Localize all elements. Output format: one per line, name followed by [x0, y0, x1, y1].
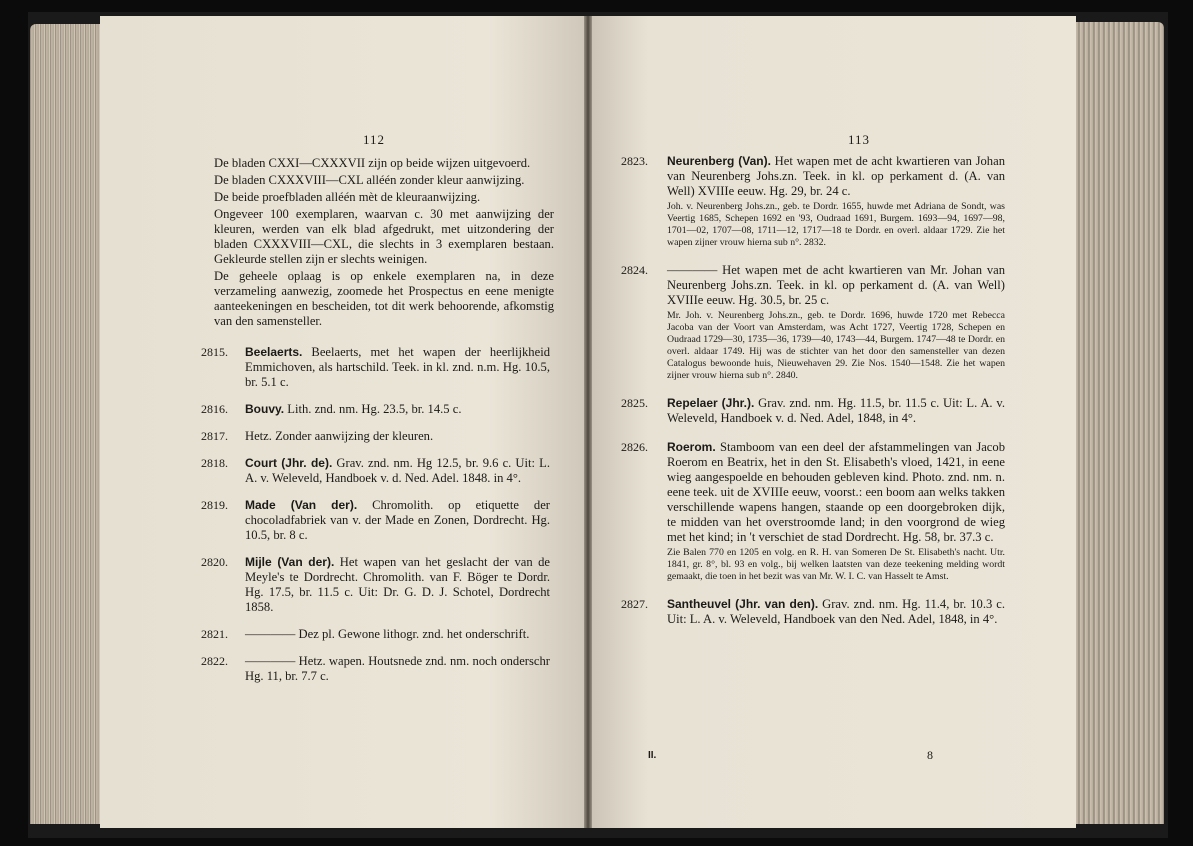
entry-text: Beelaerts, met het wapen der heerlijkheid Emmichoven, als hartschild. Teek. in kl. znd. n.m. Hg. 10.5, br. 5.1 c. [245, 345, 550, 389]
entry-number: 2824. [621, 263, 648, 277]
right-page-text [590, 154, 1020, 627]
sheet-number: 8 [927, 748, 933, 762]
entry-text: Grav. znd. nm. Hg. 11.4, br. 10.3 c. Uit: L. A. v. Weleveld, Handboek van den Ned. Adel, 1848, in 4°. [667, 597, 1005, 626]
entry-name: Bouvy. [245, 402, 285, 416]
entry-name: Roerom. [667, 440, 716, 454]
left-page-text [100, 156, 565, 684]
right-page-number: 113 [848, 132, 871, 147]
entry-number: 2818. [201, 456, 228, 470]
entry-text: ———— Het wapen met de acht kwartieren van Mr. Johan van Neurenberg Johs.zn. Teek. in kl. op perkament d. (A. van Well) XVIIIe eeuw. Hg. 30.5, br. 25 c. [667, 263, 1005, 307]
entry-name: Repelaer (Jhr.). [667, 396, 755, 410]
entry-number: 2823. [621, 154, 648, 168]
intro-paragraph: De geheele oplaag is op enkele exemplaren na, in deze verzameling aanwezig, zoomede het Prospectus en eene menigte aanteekeningen en bescheiden, tot dit werk behoorende, afkomstig van den samensteller. [214, 269, 554, 328]
entry-text: Stamboom van een deel der afstammelingen van Jacob Roerom en Beatrix, het in den St. Elisabeth's vloed, 1421, in eene wieg aangespoelde en behouden gebleven kind. Photo. znd. nm. n. eene teek. uit de XVIIIe eeuw, voorst.: een boom aan welks takken verschillende wapens hangen, staande op een doorgebroken dijk, te midden van het overstroomde land; in den voorgrond de wieg met het kind; in 't verschiet de stad Dordrecht. Hg. 58, br. 37.3 c. [667, 440, 1005, 544]
entry-text: Grav. znd. nm. Hg 12.5, br. 9.6 c. Uit: L. A. v. Weleveld, Handboek v. d. Ned. Adel. 1848. in 4°. [245, 456, 550, 485]
catalog-entry [590, 440, 1020, 583]
catalog-entry [100, 456, 565, 486]
catalog-entry [100, 429, 565, 444]
catalog-entry [100, 345, 565, 390]
entry-number: 2817. [201, 429, 228, 443]
catalog-entry [100, 627, 565, 642]
entry-number: 2815. [201, 345, 228, 359]
entry-name: Neurenberg (Van). [667, 154, 771, 168]
catalog-entry [100, 402, 565, 417]
entry-text: ———— Dez pl. Gewone lithogr. znd. het onderschrift. [245, 627, 530, 641]
entry-text: Lith. znd. nm. Hg. 23.5, br. 14.5 c. [287, 402, 462, 416]
entry-text: Chromolith. op etiquette der chocoladfabriek van v. der Made en Zonen, Dordrecht. Hg. 10.5, br. 8 c. [245, 498, 550, 542]
entry-text: Het wapen met de acht kwartieren van Johan van Neurenberg Johs.zn. Teek. in kl. op perkament d. (A. van Well) XVIIIe eeuw. Hg. 29, br. 24 c. [667, 154, 1005, 198]
catalog-entry [100, 498, 565, 543]
entry-name: Mijle (Van der). [245, 555, 335, 569]
catalog-entry [100, 654, 565, 684]
catalog-entry [100, 555, 565, 615]
intro-paragraph: Ongeveer 100 exemplaren, waarvan c. 30 met aanwijzing der kleuren, werden van elk blad afgedrukt, met uitzondering der bladen CXXXVIII—CXL, die slechts in 3 exemplaren bestaan. Gekleurde stellen zijn er slechts weinigen. [214, 207, 554, 266]
right-page-edges [1072, 22, 1164, 824]
entry-name: Santheuvel (Jhr. van den). [667, 597, 819, 611]
entry-name: Made (Van der). [245, 498, 358, 512]
entry-note: Mr. Joh. v. Neurenberg Johs.zn., geb. te Dordr. 1696, huwde 1720 met Rebecca Jacoba van der Voort van Amsterdam, was Acht 1727, Veertig 1728, Schepen en Oudraad 1729—30, 1735—36, 1739—40, 1743—44, Burgem. 1747—48 te Dordr. en overl. aldaar 1749. Hij was de stichter van het door den samensteller van dezen Catalogus bewoonde huis, Nieuwehaven 29. Zie Nos. 1540—1548. Zie het wapen zijner vrouw hierna sub n°. 2840. [667, 310, 1005, 381]
entry-text: Grav. znd. nm. Hg. 11.5, br. 11.5 c. Uit: L. A. v. Weleveld, Handboek v. d. Ned. Adel, 1848, in 4°. [667, 396, 1005, 425]
signature-mark: II. [648, 750, 657, 761]
intro-paragraph: De beide proefbladen alléén mèt de kleuraanwijzing. [214, 190, 481, 204]
entry-number: 2821. [201, 627, 228, 641]
intro-paragraph: De bladen CXXI—CXXXVII zijn op beide wijzen uitgevoerd. [214, 156, 531, 170]
left-page-edges [30, 24, 102, 824]
left-page-number: 112 [363, 132, 386, 147]
entry-number: 2816. [201, 402, 228, 416]
entry-text: Het wapen van het geslacht der van de Meyle's te Dordrecht. Chromolith. van F. Böger te Dordr. Hg. 17.5, br. 11.5 c. Uit: Dr. G. D. J. Schotel, Dordrecht 1858. [245, 555, 551, 614]
catalog-entry [590, 154, 1020, 249]
catalog-entry [590, 263, 1020, 382]
entry-number: 2825. [621, 396, 648, 410]
catalog-entry [590, 396, 1020, 426]
entry-number: 2826. [621, 440, 648, 454]
intro-paragraphs [214, 156, 554, 329]
catalog-entry [590, 597, 1020, 627]
entry-text: ———— Hetz. wapen. Houtsnede znd. nm. noch onderschr Hg. 11, br. 7.7 c. [245, 654, 550, 683]
entry-number: 2820. [201, 555, 228, 569]
entry-note: Zie Balen 770 en 1205 en volg. en R. H. van Someren De St. Elisabeth's nacht. Utr. 1841, gr. 8°, bl. 93 en volg., bij welken laatsten van deze teekening melding wordt gemaakt, die toen in het bezit was van Mr. W. I. C. van Hasselt te Amst. [667, 547, 1005, 582]
entry-text: Hetz. Zonder aanwijzing der kleuren. [245, 429, 434, 443]
entry-number: 2827. [621, 597, 648, 611]
entry-name: Court (Jhr. de). [245, 456, 333, 470]
entry-name: Beelaerts. [245, 345, 303, 359]
intro-paragraph: De bladen CXXXVIII—CXL alléén zonder kleur aanwijzing. [214, 173, 525, 187]
entry-note: Joh. v. Neurenberg Johs.zn., geb. te Dordr. 1655, huwde met Adriana de Sondt, was Veertig 1685, Schepen 1692 en '93, Oudraad 1691, Burgem. 1693—94, 1697—98, 1701—02, 1707—08, 1711—12, 1717—18 te Dordr. en overl. aldaar 1729. Zie het wapen zijner vrouw hierna sub n°. 2832. [667, 201, 1005, 248]
entry-number: 2819. [201, 498, 228, 512]
entry-number: 2822. [201, 654, 228, 668]
